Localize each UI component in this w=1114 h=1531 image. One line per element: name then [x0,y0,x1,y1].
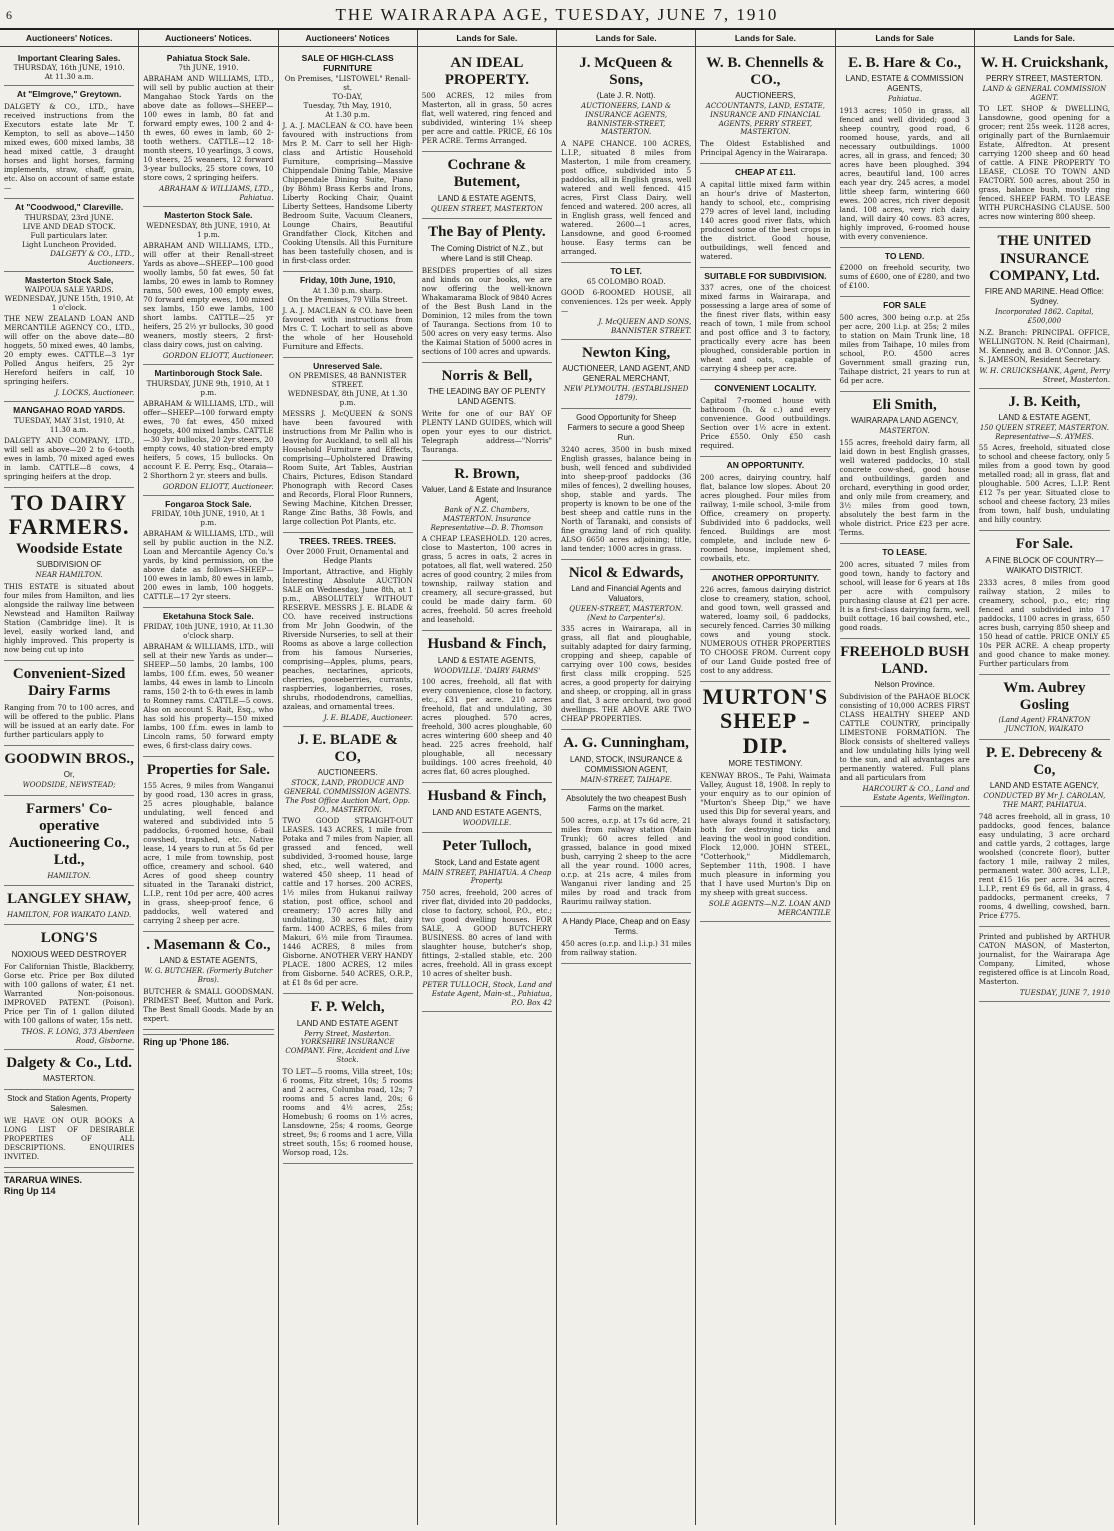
ad-title: Eketahuna Stock Sale. [163,611,254,622]
ad-subheading: LAND AND ESTATE AGENCY, [989,781,1099,791]
advertisement [422,783,552,833]
column-4 [418,30,557,1525]
column-header: Auctioneers' Notices. [0,32,138,47]
column-2 [139,30,278,1525]
advertisement [4,1050,134,1090]
ad-subtitle: Bank of N.Z. Chambers, MASTERTON. Insurance Representative—D. B. Thomson [430,506,544,532]
ad-subheading: PERRY STREET, MASTERTON. [985,73,1103,83]
ad-line: LIVE AND DEAD STOCK. [22,221,116,231]
ad-heading: LANGLEY SHAW, [7,891,132,908]
advertisement [700,268,830,381]
advertisement [422,50,552,153]
ad-subheading: AUCTIONEERS. [317,768,378,778]
ad-line: THURSDAY, JUNE 9th, 1910, At 1 p.m. [146,378,271,397]
advertisement [143,757,273,932]
ad-body: TO LET. SHOP & DWELLING, Lansdowne, good opening for a grocer; rent 25s week. 1128 acres, originally part of the Burnlaemuir Estate, Alfredton. At present carrying 1200 sheep and 60 head of cattle. A FINE PROPERTY TO LEASE, CLOSE TO TOWN AND FACTORY. 500 acres, about 250 in grass, balance bush, mostly ring fenced. SHEEP FARM. TO LEASE WITH PURCHASING CLAUSE. 500 acres now wintering 800 sheep. [978,104,1110,222]
ad-title: Masterton Stock Sale. [164,210,253,221]
ad-body: Write for one of our BAY OF PLENTY LAND GUIDES, which will open your eyes to our district. Telegraph address—"Norris" Tauranga. [421,408,552,454]
ad-title: Masterton Stock Sale, [24,274,114,285]
ad-signature: TUESDAY, JUNE 7, 1910 [1019,987,1110,997]
advertisement [422,152,552,219]
ad-heading: Convenient-Sized Dairy Farms [12,666,126,700]
column-header: Lands for Sale. [696,32,834,47]
ad-subtitle: Pahiatua. [888,94,922,103]
advertisement [700,50,830,165]
ad-body: £2000 on freehold security, two sums of £600, one of £280, and two of £100. [839,263,970,291]
ad-title: ANOTHER OPPORTUNITY. [711,572,819,583]
ad-subheading: Land and Financial Agents and Valuators, [571,583,682,603]
ad-headline: MURTON'S SHEEP - DIP. [702,684,829,758]
advertisement [561,50,691,264]
ad-subheading: LAND & ESTATE AGENTS, [437,655,536,665]
ad-title: TREES. TREES. TREES. [299,536,397,547]
ad-heading: The Bay of Plenty. [428,224,546,241]
advertisement [561,730,691,790]
ad-heading: Farmers' Co-operative Auctioneering Co., Ltd., [8,800,130,869]
ad-body: ABRAHAM & WILLIAMS, LTD., will sell at their new Yards as under—SHEEP—50 lambs, 20 lambs, 100 lambs, 100 f.f.m. ewes, 50 weaner lambs, 44 ewes in lamb to Lincoln rams, 150 2-th to 6-th ewes in lamb to Romney rams. CATTLE—5 cows. Also on account S. Rait, Esq., who has sold his property—150 mixed lambs, 100 f.f.m. ewes in lamb to Lincoln rams, 50 forward empty ewes, 6 first-class dairy cows. [143,641,274,750]
advertisement [840,50,970,248]
ad-body: THIS ESTATE is situated about four miles from Hamilton, and lies alongside the railway line between Newstead and Hamilton Railway Station (Cambridge line). It is level, easily worked land, and highly improved. This property is now being cut up into [4,582,135,655]
ad-signature: J. McQUEEN AND SONS, BANNISTER STREET. [598,316,692,335]
ad-heading: Dalgety & Co., Ltd. [6,1054,133,1071]
ad-heading: Husband & Finch, [427,788,547,805]
advertisement [979,927,1110,1002]
advertisement [143,496,273,609]
ad-subtitle: AUCTIONEERS, LAND & INSURANCE AGENTS, BANNISTER-STREET, MASTERTON. [581,102,672,137]
ad-subheading: FIRE AND MARINE. Head Office: Sydney. [984,287,1104,307]
ad-heading: J. E. BLADE & CO, [297,731,398,765]
ad-body: 335 acres in Wairarapa, all in grass, all flat and ploughable, suitably adapted for dairy farming, cropping and sheep, capable of carrying over 100 cows, besides first class milk cropping. 525 acres, a good property for dairying and sheep, or cropping, all in grass and flat, 3 acre orchard, two good dwellings. THE ABOVE ARE TWO CHEAP PROPERTIES. [561,624,692,724]
ad-line: WAIPOUA SALE YARDS. [24,285,114,295]
advertisement [4,886,134,925]
advertisement [979,531,1110,674]
ad-heading: J. B. Keith, [1008,393,1081,410]
footer-note: Ring up 'Phone 186. [143,1036,229,1047]
ad-title: Friday, 10th June, 1910, [299,274,396,285]
ad-subtitle: WOODVILLE. 'DAIRY FARMS' [433,666,541,675]
advertisement [840,544,970,639]
advertisement [979,675,1110,740]
ad-title: SALE OF HIGH-CLASS FURNITURE [301,52,394,74]
ad-line: On the Premises, 79 Villa Street. [287,294,408,304]
ad-line: TUESDAY, MAY 31st, 1910, At 11.30 a.m. [13,415,125,434]
ad-body: J. A. J. MACLEAN & CO. have been favoured with instructions from Mrs C. T. Lochart to sell as above the whole of her Household Furniture and Effects. [282,305,413,351]
ad-line: TO-DAY, [332,91,363,101]
ad-subheading: (Late J. R. Nott). [596,91,656,101]
advertisement [4,86,134,199]
ad-body: DALGETY AND COMPANY, LTD., will sell as above—20 2 to 6-tooth ewes in lamb, 70 mixed aged ewes in lamb. CATTLE—8 cows, 4 springing heifers at the drop. [4,435,135,481]
advertisement [700,380,830,457]
ad-subheading: The Coming District of N.Z., but where Land is still Cheap. [430,243,543,263]
ad-body: Important, Attractive, and Highly Interesting Absolute AUCTION SALE on Wednesday, June 8th, at 1 p.m., ABSOLUTELY WITHOUT RESERVE. MESSRS J. E. BLADE & CO. have received instructions from Mr John Goodwin, of the Riverside Nurseries, to sell at their Rooms as above a large collection from his famous Nurseries, comprising—Apples, plums, pears, peaches, nectarines, apricots, cherries, gooseberries, currants, raspberries, loganberries, roses, shrubs, rhododendrons, camellias, azaleas, and ornamental trees. [282,566,413,711]
column-header: Auctioneers' Notices. [139,32,277,47]
ad-subtitle: CONDUCTED BY Mr J. CAROLAN, THE MART, PAHIATUA. [983,792,1106,809]
ad-heading: . Masemann & Co., [146,937,271,953]
advertisement [283,727,413,995]
ad-subtitle: (Land Agent) FRANKTON JUNCTION, WAIKATO [998,716,1091,733]
ad-subtitle: STOCK, LAND, PRODUCE AND GENERAL COMMISSION AGENTS. The Post Office Auction Mart, Opp. P.O., MASTERTON. [284,779,412,814]
newspaper-columns [0,30,1114,1525]
ad-body: 1913 acres; 1050 in grass, all fenced and well divided; good 3 sheep country, good road, 6 roomed house, yards, and all necessary outbuildings. 1000 acres, all in grass, and fenced; 30 acres have been ploughed. 394 acres, beautiful land, 100 acres each year dry. 245 acres, a model little sheep farm, wintering 660 ewes. 200 acres, rich river deposit land. 108 acres, very rich dairy land, will dairy 40 cows. 83 acres, highly improved, 6-roomed house with every convenience. [839,105,970,241]
ad-heading: F. P. Welch, [310,999,385,1016]
ad-subtitle: QUEEN-STREET, MASTERTON. (Next to Carpenter's). [569,604,683,622]
advertisement [4,50,134,87]
advertisement [283,533,413,727]
advertisement [283,50,413,272]
ad-heading: Cochrane & Butement, [447,157,527,191]
ad-heading: THE UNITED INSURANCE COMPANY, Ltd. [989,233,1100,284]
ad-line: ON PREMISES, 48 BANNISTER STREET. [288,371,407,390]
ad-signature: ABRAHAM & WILLIAMS, LTD., Pahiatua. [159,184,274,203]
ad-line: Over 2000 Fruit, Ornamental and Hedge Plants [286,546,409,565]
advertisement [422,363,552,461]
ad-heading: E. B. Hare & Co., [848,54,962,71]
ad-body: 226 acres, famous dairying district close to creamery, station, school, and good town, well grassed and watered, loamy soil, 6 paddocks, securely fenced. Carries 30 milking cows and young stock. NUMEROUS OTHER PROPERTIES TO CHOOSE FROM. Current copy of our Land Guide posted free of cost to any address. [700,585,831,676]
ad-heading: P. E. Debreceny & Co, [985,744,1103,778]
ad-subheading: NOXIOUS WEED DESTROYER [11,949,127,959]
ad-subheading: Valuer, Land & Estate and Insurance Agent, [422,485,552,505]
ad-heading: Wm. Aubrey Gosling [1003,679,1086,713]
ad-body: J. A. J. MACLEAN & CO. have been favoured with instructions from Mrs P. M. Carr to sell her High-class and Artistic Household Furniture, comprising—Massive Chippendale Dining Table, Massive Chippendale Dining Suite, Piano (by Böhm) Brass Kerbs and Irons, Liberty Rocking Chair, Quaint Liberty Settees, Handsome Liberty Bedroom Suite, Vacuum Cleaners, Lounge Chairs, Beautiful Grandfather Clock, Kitchen and Cooking Utensils. All this Furniture has been tastefully chosen, and is in first-class order. [282,120,413,265]
ad-subheading: Absolutely the two cheapest Bush Farms on the market. [566,794,687,814]
ad-heading: W. H. Cruickshank, [980,54,1109,71]
ad-title: Fongaroa Stock Sale. [165,498,252,509]
ad-body: DALGETY & CO., LTD., have received instructions from the Executors estate late Mr T. Kempton, to sell as above—1450 mixed ewes, 600 mixed lambs, 38 head mixed cattle, 3 draught horses and light horses, farming implements, straw, chaff, grain, etc. Also on account of same estate— [4,101,135,192]
ad-body: 200 acres, situated 7 miles from good town, handy to factory and school, will lease for 6 years at 18s per acre with compulsory purchasing clause at £21 per acre. It is a first-class dairying farm, well built cottage, 16 bail cowshed, etc., good roads. [839,559,970,632]
column-7 [836,30,975,1525]
advertisement [561,790,691,913]
ad-heading: Eli Smith, [872,396,937,413]
ad-body: N.Z. Branch: PRINCIPAL OFFICE, WELLINGTON. N. Reid (Chairman), M. Kennedy, and B. O'Connor. JAS. S. JAMESON, Resident Secretary. [978,327,1110,364]
ad-subtitle: ACCOUNTANTS, LAND, ESTATE, INSURANCE AND FINANCIAL AGENTS, PERRY STREET, MASTERTON. [705,102,825,137]
ad-body: Capital 7-roomed house with bathroom (h. & c.) and every convenience. Good outbuildings. Section over 1½ acre in extent. Price £550. Only £50 cash required. [700,396,831,450]
ad-title: Pahiatua Stock Sale. [166,52,250,63]
advertisement [840,248,970,298]
ad-heading: W. B. Chennells & CO., [706,54,825,88]
ad-subtitle: WOODSIDE, NEWSTEAD; [22,780,116,789]
ad-line: THURSDAY, 16th JUNE, 1910. [13,63,125,73]
ad-body: 3240 acres, 3500 in bush mixed English grasses, balance being in bush, well fenced and subdivided into sheep-proof paddocks (36 miles of fences), 2 dwelling houses, shop, stable and yards. The property is known to be one of the best sheep and cattle runs in the North of Taranaki, and consists of fine grazing land of rich quality. ALSO 6650 acres adjoining; title, land tender; 1000 acres in grass. [561,444,692,553]
advertisement [283,272,413,358]
ad-body: 55 Acres, freehold, situated close to school and cheese factory, only 5 miles from a good town by good metalled road; all in grass, flat and ploughable. 500 Acres, L.I.P. Rent £12 7s per year. Situated close to school and cheese factory, 23 miles from town, half bush, undulating and hilly country. [978,443,1110,525]
ad-body: 450 acres (o.r.p. and l.i.p.) 31 miles from railway station. [561,939,692,958]
ad-title: Unreserved Sale. [313,360,383,371]
ad-body: MESSRS J. McQUEEN & SONS have been favoured with instructions from Mr Pallin who is leaving for Auckland, to sell all his Household Furniture and Effects, comprising—Upholstered Drawing Room Suite, Art Tables, Austrian Chairs, Pictures, Edison Standard Phonograph with Record Cases and Records, Floral Floor Runners, Sewing Machine, Kitchen Dresser, Range Zinc Baths, 38 Fowls, and large collection Pot Plants, etc. [282,409,413,527]
ad-subheading: Good Opportunity for Sheep Farmers to secure a good Sheep Run. [567,412,685,442]
ad-body: TO LET—5 rooms, Villa street, 10s; 6 rooms, Fitz street, 10s; 5 rooms and 2 acres, Columba road, 12s; 7 rooms and 5 acres land, 20s; 6 rooms and 4½ acres, 25s; Homebush; 6 rooms on 1½ acres, Lansdowne, 25s; 4 rooms, George street, 9s; 6 rooms and 1 acre, Villa street south, 15s; 6 roomed house, Worsop road, 12s. [282,1066,413,1157]
ad-subtitle: LAND & GENERAL COMMISSION AGENT. [982,84,1107,102]
advertisement [422,219,552,362]
advertisement [4,402,134,488]
ad-line: WEDNESDAY, 8th JUNE, At 1.30 p.m. [287,389,408,408]
ad-subtitle: HAMILTON. [47,871,91,880]
ad-subtitle: HAMILTON, FOR WAIKATO LAND. [7,910,132,919]
ad-title: Important Clearing Sales. [17,52,121,63]
ad-body: ABRAHAM AND WILLIAMS, LTD., will sell by public auction at their Mangahao Stock Yards on the above date as follows—SHEEP—100 ewes in lamb, 80 fat and forward empty ewes, 100 2 and 4-th ewes, 60 ewes in lamb, 60 2-tooth wethers. CATTLE—12 18-month steers, 10 yearlings, 3 cows, 10 steers, 25 weaners, 12 forward 3-year bullocks, 25 store cows, 10 store cows, 2 springing heifers. [143,74,274,183]
ad-line: At 1.30 p.m. sharp. [312,285,383,295]
ad-body: 337 acres, one of the choicest mixed farms in Wairarapa, and possessing a large area of some of the finest river flats, within easy reach of town, 1 mile from school and post office and 3 to factory, practically every acre has been ploughed, considerable portion in wheat and oats, capable of carrying 4 sheep per acre. [700,283,831,374]
newspaper-title: THE WAIRARAPA AGE, TUESDAY, JUNE 7, 1910 [335,5,779,24]
ad-heading: For Sale. [1015,536,1073,553]
ad-heading: LONG'S [40,930,98,947]
ad-title: TO LET. [610,266,642,277]
advertisement [283,358,413,534]
advertisement [143,365,273,496]
ad-signature: GORDON ELIOTT, Auctioneer. [162,481,274,491]
column-1 [0,30,139,1525]
advertisement [4,796,134,887]
advertisement [979,740,1110,927]
ad-line: 7th JUNE, 1910. [178,63,239,73]
ad-subtitle: 150 QUEEN STREET, MASTERTON. Representative—S. AYMES. [979,423,1109,441]
ad-heading: GOODWIN BROS., [4,750,134,767]
ad-body: 750 acres, freehold, 200 acres of river flat, divided into 20 paddocks, close to factory, school, P.O., etc.; two good dwelling houses. FOR SALE, A GOOD BUTCHERY BUSINESS. 80 acres of land with slaughter house, butcher's shop, fittings, 2-stalled stable, etc. 200 acres, freehold. All in grass except 10 acres of shelter bush. [421,888,552,979]
ad-subtitle: MASTERTON. [879,427,930,436]
advertisement [143,207,273,365]
ad-body: ABRAHAM & WILLIAMS, LTD., will offer—SHEEP—100 forward empty ewes, 70 fat ewes, 450 mixed hoggets, 400 mixed lambs. CATTLE—30 3yr bullocks, 20 2yr steers, 20 empty cows, 40 station-bred empty heifers, 5 cows, 15 bullocks. On account F. E. Perry, Esq., Otaraia—2 Shorthorn 2 yr. steers and bulls. [143,398,274,480]
column-8 [975,30,1114,1525]
ad-heading: Nicol & Edwards, [568,564,684,581]
ad-heading: R. Brown, [454,465,520,482]
ad-body: TWO GOOD STRAIGHT-OUT LEASES. 143 ACRES, 1 mile from Potaka and 7 miles from Napier, all grassed and fenced, well subdivided, 3-roomed house, large shed, etc., well watered, and watered 450 sheep, 11 head of cattle and 17 horses. 200 ACRES, 1½ miles from Hukanui railway station, post office, school and creamery; 170 acres hilly and undulating, 30 acres flat, dairy farm. 1400 ACRES, 6 miles from Makuri, 6½ mile from Tiraumea. 1446 ACRES, 8 miles from Gisborne. ANOTHER VERY HANDY PLACE. 1800 ACRES, 12 miles from Gisborne. 540 ACRES, O.R.P., at £1 8s 6d per acre. [282,816,413,988]
ad-title: Martinborough Stock Sale. [154,367,263,378]
ad-line: Light Luncheon Provided. [21,239,117,249]
advertisement [700,457,830,570]
advertisement [4,1090,134,1168]
ad-signature: DALGETY & CO., LTD., Auctioneers. [50,248,135,267]
ad-body: BESIDES properties of all sizes and kinds on our books, we are now offering the well-known Whakamarama Block of 9840 Acres of the Best Bush Land in the Dominion, 12 miles from the town of Tauranga. Sections from 10 to 500 acres on very easy terms. Also the Kaimai Station of 5000 acres in sections of 100 acres and upwards. [421,265,552,356]
advertisement [979,389,1110,532]
ad-body: A NAPE CHANCE. 100 ACRES, L.I.P., situated 8 miles from Masterton, 1 mile from creamery, post office, subdivided into 5 paddocks, all in English grass, well watered and well fenced. 415 acres, First Class Dairy, well fenced and watered. 200 acres, all in English grass, well fenced and watered. 2600—1 acres, Lansdowne, and good 6-roomed house. Easy terms can be arranged. [561,139,692,257]
advertisement [840,297,970,392]
ad-signature: GORDON ELIOTT, Auctioneer. [162,350,274,360]
advertisement [143,932,273,1030]
advertisement [283,994,413,1163]
ad-subtitle: Incorporated 1862. Capital, £500,000 [995,308,1094,325]
column-header: Auctioneers' Notices [279,32,417,47]
ad-subheading: LAND & ESTATE AGENT, [998,412,1091,422]
ad-signature: J. E. BLADE, Auctioneer. [323,712,413,722]
ad-title: CONVENIENT LOCALITY. [714,383,817,394]
advertisement [4,199,134,272]
advertisement [979,228,1110,388]
ad-headline: TO DAIRY FARMERS. [8,489,130,539]
ad-line: WEDNESDAY, JUNE 15th, 1910, At 1 o'clock. [4,294,134,313]
ad-body: 155 acres, freehold dairy farm, all laid down in best English grasses, well watered paddocks, 10 stall concrete cow-shed, good house and outbuildings, garden and orchard, everything in good order, and only mile from creamery, and 3½ miles from good town, absolutely the best farm in the whole district. Price £23 per acre. Terms. [839,437,970,537]
ad-line: At 1.30 p.m. [325,109,370,119]
column-header: Lands for Sale. [557,32,695,47]
ad-body: 100 acres, freehold, all flat with every convenience, close to factory, etc., £31 per acre. 210 acres freehold, flat and undulating, 30 acres ploughed. 570 acres, freehold, 300 acres ploughable, 60 acres wintering 600 sheep and 40 head. 225 acres freehold, half ploughable, all necessary buildings. 100 acres freehold, 40 acres flat, 60 acres ploughed. [421,677,552,777]
ad-heading: J. McQueen & Sons, [579,54,673,88]
ad-heading: FREEHOLD BUSH LAND. [840,643,970,677]
ad-subheading: A FINE BLOCK OF COUNTRY—WAIKATO DISTRICT. [985,555,1104,575]
ad-line: Tuesday, 7th May, 1910, [303,100,392,110]
ad-subheading: Nelson Province. [874,680,935,689]
ad-line: On Premises, "LISTOWEL" Renall-st. [284,73,411,92]
ad-signature: HARCOURT & CO., Land and Estate Agents, Wellington. [862,784,970,802]
advertisement [561,340,691,409]
ad-signature: J. LOCKS, Auctioneer. [55,388,135,398]
ad-heading: Woodside Estate [15,541,123,558]
ad-subheading: MASTERTON. [43,1073,96,1083]
ad-line: Full particulars later. [30,230,108,240]
ad-body: 500 acres, o.r.p. at 17s 6d acre, 21 miles from railway station (Main Trunk); 60 acres felled and grassed, balance in good mixed bush, carrying 2 sheep to the acre all the year round. 1000 acres, o.r.p. at 21s acre, 4 miles from Wanganui river landing and 25 miles by road and track from Raurimu railway station. [561,816,692,907]
ad-title: TO LEASE. [882,546,927,557]
ad-title: SUITABLE FOR SUBDIVISION. [704,270,827,281]
ad-subheading: AUCTIONEERS, [735,91,796,101]
ad-subtitle: WOODVILLE. [462,818,512,827]
column-header: Lands for Sale [836,32,974,47]
advertisement [700,570,830,683]
column-footer [4,1172,134,1198]
column-3 [279,30,418,1525]
ad-title: TO LEND. [884,250,925,261]
ad-body: A capital little mixed farm within an hour's drive of Masterton, handy to school, etc., comprising 279 acres of level land, including 140 acres good river flats, which produced some of the best crops in the district. Good house, outbuildings, well fenced and watered. [700,179,831,261]
ad-body: 500 acres, 300 being o.r.p. at 25s per acre, 200 l.i.p. at 25s; 2 miles to station on Main Trunk line, 18 miles from Taihape, 10 miles from school, P.O. 4500 acres Government small grazing run, Taihape district, 21 years to run at 6d per acre. [839,312,970,385]
ad-subheading: LAND, ESTATE & COMMISSION AGENTS, [845,73,964,93]
ad-line: FRIDAY, 10th JUNE, 1910, At 1 p.m. [151,509,266,528]
advertisement [422,461,552,632]
ad-subtitle: Perry Street, Masterton. YORKSHIRE INSURANCE COMPANY. Fire, Accident and Live Stock. [285,1029,410,1064]
ad-body: The Oldest Established and Principal Agency in the Wairarapa. [700,139,831,158]
ad-subheading: LAND AND ESTATE AGENT [296,1018,399,1028]
ad-body: Subdivision of the PAHAOE BLOCK consisting of 10,000 ACRES FIRST CLASS HEALTHY SHEEP AND CATTLE COUNTRY, principally LIMESTONE FORMATION. The Block consists of sheltered valleys and low undulating hills lying well to the sun, and all advantages are permanently watered. Full plans and all particulars from [839,692,970,782]
ad-heading: Newton King, [581,344,671,361]
ad-body: ABRAHAM & WILLIAMS, LTD., will sell by public auction in the N.Z. Loan and Mercantile Agency Co.'s yards, by kind permission, on the above date as follows—SHEEP—100 ewes in lamb, 80 ewes in lamb, 200 ewes in lamb, 100 hoggets. CATTLE—17 2yr steers. [143,529,274,602]
advertisement [422,833,552,1012]
ad-title: At "Elmgrove," Greytown. [16,89,122,100]
ad-body: 2333 acres, 8 miles from good railway station, 2 miles to creamery, school, p.o., etc; ring fenced and subdivided into 17 paddocks, 1100 acres in grass, 650 acres bush, carrying 850 sheep and 150 head of cattle. PRICE ONLY £5 10s PER ACRE. A cheap property and good chance to make money. Further particulars from [978,577,1110,668]
ad-title: MANGAHAO ROAD YARDS. [13,405,126,416]
ad-body: Printed and published by ARTHUR CATON MASON, of Masterton, journalist, for the Wairarapa Age Company, Limited, whose registered office is at Lincoln Road, Masterton. [978,931,1110,986]
advertisement [4,925,134,1049]
ad-signature: W. H. CRUICKSHANK, Agent, Perry Street, Masterton. [979,365,1110,384]
ad-body: BUTCHER & SMALL GOODSMAN. PRIMEST Beef, Mutton and Pork. The Best Small Goods. Made by an expert. [143,986,274,1023]
ad-line: 65 COLOMBO ROAD. [586,276,666,286]
ad-subheading: WAIRARAPA LAND AGENCY, [851,416,959,426]
ad-heading: AN IDEAL PROPERTY. [444,54,530,88]
advertisement [422,631,552,783]
ad-body: 155 Acres, 9 miles from Wanganui by good road, 130 acres in grass, 25 acres ploughable, balance undulating, well fenced and watered and subdivided into 5 paddocks, 6-roomed house, 6-bail cowshed, trapshed, etc. Native lease, 14 years to run at 5s 6d per acre, 1 mile from township, post office, creamery and school. 640 Acres of good sheep country situated in the Taranaki district, L.I.P., rent 10d per acre, 400 acres in grass, sheep-proof fence, 6 paddocks, well watered and carrying 2 sheep per acre. [143,781,274,925]
ad-body: A CHEAP LEASEHOLD. 120 acres, close to Masterton, 100 acres in grass, 5 acres in oats, 2 acres in potatoes, all flat, well watered. 250 acres of good country, 2 miles from township, railway station and creamery, all secure-grassed, but could be made dairy farm. 60 acres, freehold. 50 acres freehold and leasehold. [421,534,552,625]
ad-title: CHEAP AT £11. [734,167,796,178]
advertisement [143,608,273,757]
ad-subheading: A Handy Place, Cheap and on Easy Terms. [562,917,690,937]
page-number: 6 [6,8,12,22]
advertisement [979,50,1110,229]
ad-body: ABRAHAM AND WILLIAMS, LTD., will offer at their Renall-street Yards as above—SHEEP—100 good woolly lambs, 50 fat ewes, 50 fat lambs, 20 ewes in lamb to Romney rams, 500 ewes, 100 empty ewes, 70 forward empty ewes, 100 mixed sex lambs, 150 ewe lambs, 100 short lambs. CATTLE—25 yr heifers, 25 2½ yr bullocks, 30 good weaners, mostly steers, 2 first-class dairy cows, just on calving. [143,240,274,349]
advertisement [4,661,134,746]
ad-subheading: AUCTIONEER, LAND AGENT, AND GENERAL MERCHANT, [562,364,690,383]
ad-subheading: LAND, STOCK, INSURANCE & COMMISSION AGENT, [569,754,683,774]
ad-subheading: SUBDIVISION OF [36,560,102,570]
ad-subheading: THE LEADING BAY OF PLENTY LAND AGENTS. [428,386,546,406]
ad-line: WEDNESDAY, 8th JUNE, 1910, At 1 p.m. [146,220,271,239]
ad-body: GOOD 6-ROOMED HOUSE, all conveniences. 12s per week. Apply— [561,287,692,315]
ad-signature: PETER TULLOCH, Stock, Land and Estate Agent, Main-st., Pahiatua, P.O. Box 42 [422,980,552,1008]
column-header: Lands for Sale. [975,32,1114,47]
ad-subtitle: QUEEN STREET, MASTERTON [431,204,543,213]
ad-title: FOR SALE [883,300,927,311]
advertisement [4,272,134,403]
ad-subheading: LAND & ESTATE AGENTS, [437,193,536,203]
advertisement [4,488,134,661]
masthead [0,0,1114,30]
ad-subheading: MORE TESTIMONY. [728,758,803,768]
ad-subtitle: NEW PLYMOUTH. (ESTABLISHED 1879). [563,385,689,402]
advertisement [143,50,273,208]
ad-title: At "Coodwood," Clareville. [15,201,124,212]
ad-line: THURSDAY, 23rd JUNE. [24,212,114,222]
advertisement [700,682,830,922]
ad-subheading: Stock, Land and Estate agent [434,857,540,867]
footer-note: Ring Up 114 [4,1186,56,1197]
ad-body: Ranging from 70 to 100 acres, and will be offered to the public. Plans will be issued at an early date. For further particulars apply to [4,702,135,739]
column-header: Lands for Sale. [418,32,556,47]
ad-line: FRIDAY, 10th JUNE, 1910, At 11.30 o'clock sharp. [143,621,274,640]
advertisement [4,746,134,796]
advertisement [561,560,691,731]
column-5 [557,30,696,1525]
ad-subheading: LAND & ESTATE AGENTS, [159,956,258,966]
advertisement [561,263,691,340]
ad-heading: Peter Tulloch, [442,838,532,855]
column-6 [696,30,835,1525]
ad-subheading: Stock and Station Agents, Property Salesmen. [7,1093,132,1113]
ad-subtitle: W. G. BUTCHER. (Formerly Butcher Bros). [144,967,273,984]
ad-body: THE NEW ZEALAND LOAN AND MERCANTILE AGENCY CO., LTD., will offer on the above date—80 hoggets, 50 mixed ewes, 40 lambs, 20 empty ewes. CATTLE—3 1yr Polled Angus heifers, 25 2yr Hereford heifers in calf, 10 springing heifers. [4,314,135,387]
ad-body: For Californian Thistle, Blackberry, Gorse etc. Price per Box diluted with 100 gallons of water, £1 net. Warranted Non-poisonous. IMPROVED PATENT. (Poison). Price per Tin of 1 gallon diluted with 100 gallons of water, 15s nett. [4,961,135,1025]
ad-title: AN OPPORTUNITY. [726,460,805,470]
ad-body: 500 ACRES, 12 miles from Masterton, all in grass, 50 acres flat, well watered, ring fenced and subdivided, wintering 1¼ sheep per acre and cattle. PRICE, £6 10s PER ACRE. Terms Arranged. [421,91,552,146]
ad-body: 200 acres, dairying country, half flat, balance low slopes. About 20 acres ploughed. Four miles from railway, 1-mile school, 3-mile from Office, creamery on property. Subdivided into 6 paddocks, well fenced. Buildings are most complete, and include new 6-roomed house, implement shed, cowbails, etc. [700,472,831,563]
ad-heading: Norris & Bell, [441,367,533,384]
ad-heading: Properties for Sale. [146,761,270,778]
ad-heading: A. G. Cunningham, [563,735,689,752]
ad-body: KENWAY BROS., Te Pahi, Waimata Valley, August 18, 1908. In reply to your enquiry as to our opinion of "Murton's Sheep Dip," we have used this Dip for several years, and have always found it satisfactory, both for destroying ticks and leaving the wool in good condition. Flock 12,000. JOHN STEEL, "Cotterhook," Middlemarch, September 11th, 1908. I have much pleasure in informing you that I have used Murton's Dip on my sheep with great success. [700,770,831,897]
advertisement [700,164,830,268]
ad-subtitle: NEAR HAMILTON. [35,571,103,580]
ad-subtitle: MAIN-STREET, TAIHAPE. [580,775,673,784]
ad-line: At 11.30 a.m. [44,72,94,82]
ad-subtitle: MAIN STREET, PAHIATUA. A Cheap Property. [422,868,552,886]
ad-signature: THOS. F. LONG, 373 Aberdeen Road, Gisborne. [21,1026,135,1045]
column-footer [143,1034,273,1048]
ad-subheading: Or, [63,769,75,779]
advertisement [561,409,691,560]
advertisement [561,913,691,964]
ad-heading: Husband & Finch, [427,636,547,653]
ad-body: 748 acres freehold, all in grass, 10 paddocks, good fences, balance easy undulating, 3 acre orchard and cattle yards, 2 cottages, large woolshed (concrete floor), butter factory 1 mile, railway 2 miles, permanent water. 300 acres, L.I.P., rent £15 16s per acre. 34 acres, L.I.P., rent £9 6s 6d, all in grass, 4 paddocks, permanent creeks, 7 rooms, 4 dwelling, cowshed, barn. Price £775. [978,811,1110,920]
advertisement [840,392,970,544]
footer-note: TARARUA WINES. [4,1174,82,1185]
ad-body: WE HAVE ON OUR BOOKS A LONG LIST OF DESIRABLE PROPERTIES OF ALL DESCRIPTIONS. ENQUIRIES INVITED. [4,1115,135,1161]
ad-subheading: LAND AND ESTATE AGENTS, [432,807,542,817]
ad-signature: SOLE AGENTS—N.Z. LOAN AND MERCANTILE [708,898,831,917]
advertisement [840,639,970,808]
